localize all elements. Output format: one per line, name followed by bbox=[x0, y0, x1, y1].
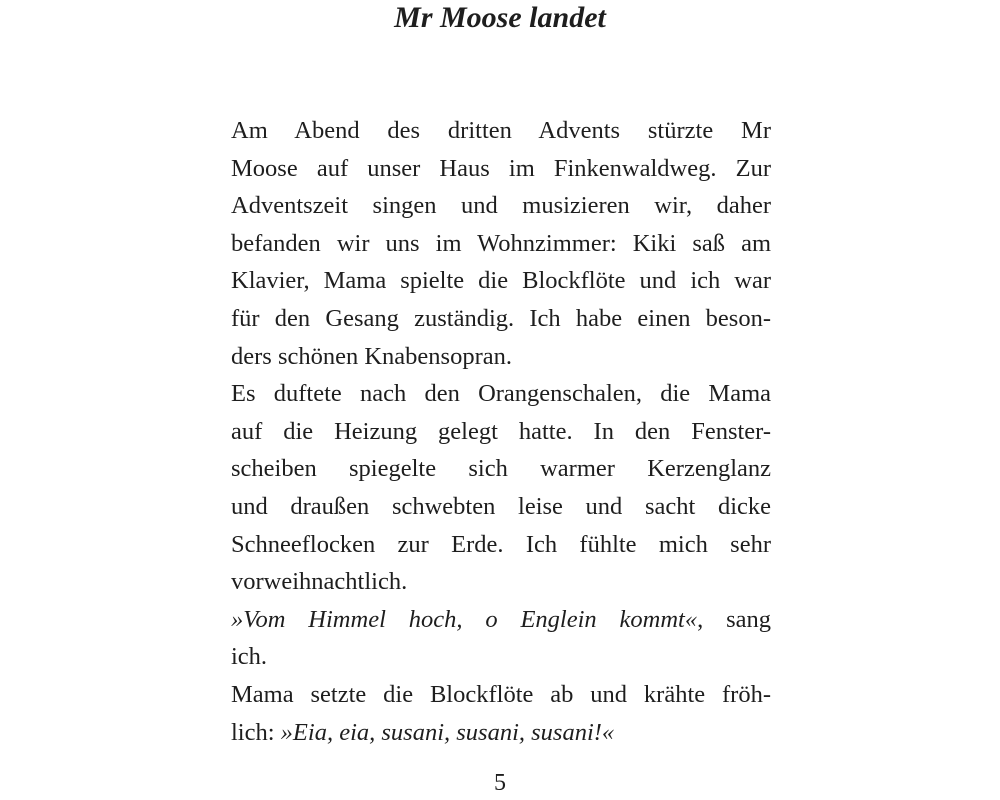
text-line: Am Abend des dritten Advents stürzte Mr bbox=[231, 117, 771, 144]
text-line: Mama setzte die Blockflöte ab und krähte fröh- bbox=[231, 680, 771, 708]
text-line: vorweihnachtlich. bbox=[231, 568, 408, 596]
text-line: Es duftete nach den Orangenschalen, die Mama bbox=[231, 380, 771, 408]
text-line: ders schönen Knabensopran. bbox=[231, 342, 512, 370]
text-line: Adventszeit singen und musizieren wir, daher bbox=[231, 192, 771, 220]
text-line: Klavier, Mama spielte die Blockflöte und ich war bbox=[231, 267, 771, 295]
text-line: scheiben spiegelte sich warmer Kerzenglanz bbox=[231, 455, 771, 483]
text-line: für den Gesang zuständig. Ich habe einen beson- bbox=[231, 304, 771, 332]
text-fragment: lich: bbox=[231, 718, 281, 746]
text-line: befanden wir uns im Wohnzimmer: Kiki saß am bbox=[231, 229, 771, 257]
text-line bbox=[231, 714, 771, 752]
text-line bbox=[231, 601, 771, 639]
song-quote: »Vom Himmel hoch, o Englein kommt« bbox=[231, 605, 698, 633]
text-line: und draußen schwebten leise und sacht dicke bbox=[231, 492, 771, 520]
chapter-title: Mr Moose landet bbox=[394, 1, 606, 34]
page-number: 5 bbox=[494, 770, 506, 796]
text-line: auf die Heizung gelegt hatte. In den Fenster- bbox=[231, 417, 771, 445]
text-line: Schneeflocken zur Erde. Ich fühlte mich sehr bbox=[231, 530, 771, 558]
text-fragment: , sang bbox=[697, 605, 771, 633]
text-line: Moose auf unser Haus im Finkenwaldweg. Zur bbox=[231, 154, 771, 182]
body-text bbox=[231, 112, 771, 751]
text-line: ich. bbox=[231, 643, 268, 671]
song-quote: »Eia, eia, susani, susani, susani!« bbox=[280, 718, 615, 746]
